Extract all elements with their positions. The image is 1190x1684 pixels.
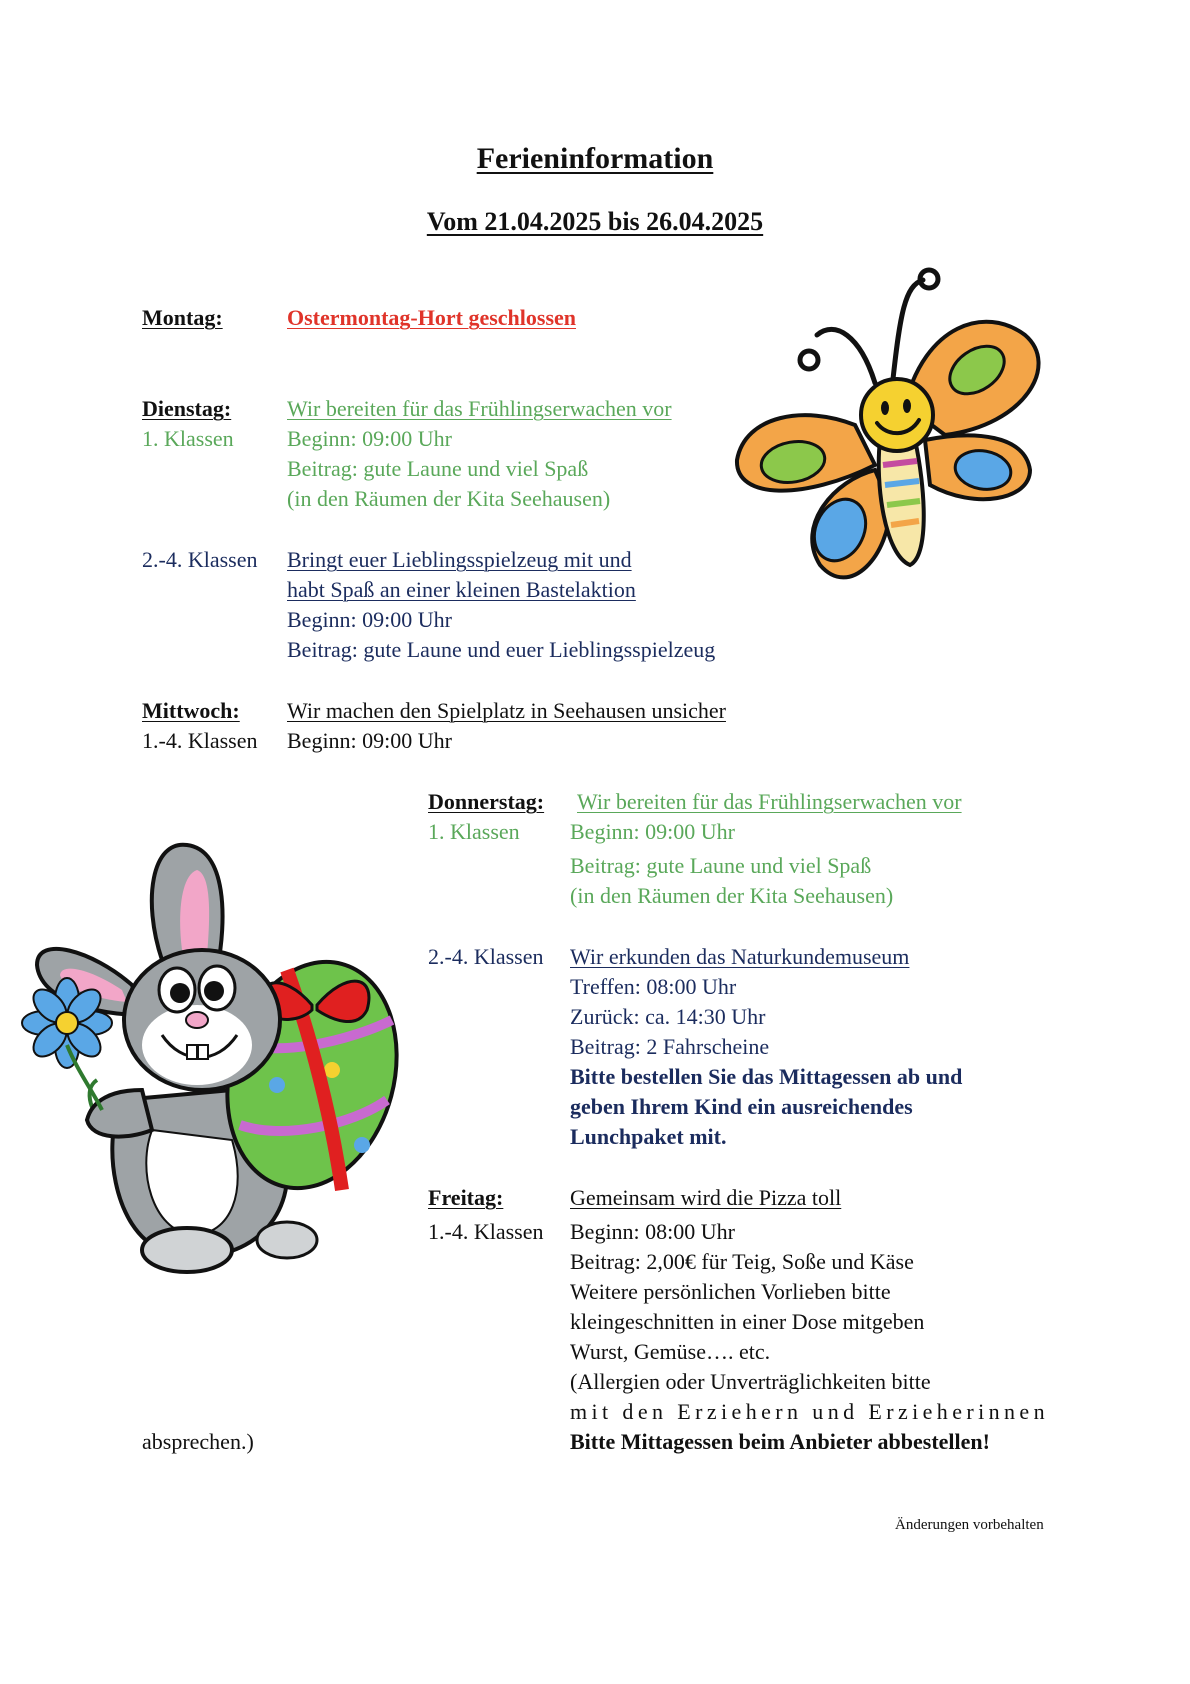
freitag-line: (Allergien oder Unverträglichkeiten bitte <box>570 1369 931 1394</box>
donnerstag-g1-line: (in den Räumen der Kita Seehausen) <box>570 883 894 908</box>
freitag-notice: Bitte Mittagessen beim Anbieter abbestellen! <box>570 1429 990 1454</box>
day-montag: Montag: <box>142 305 223 330</box>
mittwoch-label: 1.-4. Klassen <box>142 728 258 753</box>
dienstag-group2-label: 2.-4. Klassen <box>142 547 258 572</box>
dienstag-g1-line: Beginn: 09:00 Uhr <box>287 426 452 451</box>
montag-closed-text: Ostermontag-Hort geschlossen <box>287 305 577 330</box>
donnerstag-g2-line: Wir erkunden das Naturkundemuseum <box>570 944 910 969</box>
freitag-line: mit den Erziehern und Erzieherinnen <box>570 1399 1049 1424</box>
donnerstag-g2-line: Zurück: ca. 14:30 Uhr <box>570 1004 766 1029</box>
dienstag-g1-line: (in den Räumen der Kita Seehausen) <box>287 486 611 511</box>
day-mittwoch: Mittwoch: <box>142 698 240 723</box>
donnerstag-g2-notice: Lunchpaket mit. <box>570 1124 727 1149</box>
freitag-line: absprechen.) <box>142 1429 254 1454</box>
donnerstag-g1-line: Beginn: 09:00 Uhr <box>570 819 735 844</box>
page-title: Ferieninformation <box>476 142 714 175</box>
freitag-line: Beitrag: 2,00€ für Teig, Soße und Käse <box>570 1249 914 1274</box>
donnerstag-g2-notice: Bitte bestellen Sie das Mittagessen ab und <box>570 1064 963 1089</box>
freitag-line: Gemeinsam wird die Pizza toll <box>570 1185 842 1210</box>
donnerstag-g1-line: Beitrag: gute Laune und viel Spaß <box>570 853 872 878</box>
donnerstag-g2-notice: geben Ihrem Kind ein ausreichendes <box>570 1094 913 1119</box>
freitag-line: Beginn: 08:00 Uhr <box>570 1219 735 1244</box>
donnerstag-group2-label: 2.-4. Klassen <box>428 944 544 969</box>
butterfly-head <box>861 379 933 451</box>
donnerstag-g2-line: Beitrag: 2 Fahrscheine <box>570 1034 770 1059</box>
butterfly-illustration <box>725 265 1055 595</box>
freitag-line: kleingeschnitten in einer Dose mitgeben <box>570 1309 925 1334</box>
date-range: Vom 21.04.2025 bis 26.04.2025 <box>426 207 764 236</box>
dienstag-g2-line: Bringt euer Lieblingsspielzeug mit und <box>287 547 632 572</box>
donnerstag-g1-line: Wir bereiten für das Frühlingserwachen vor <box>577 789 962 814</box>
dienstag-g1-line: Wir bereiten für das Frühlingserwachen vor <box>287 396 672 421</box>
dienstag-group1-label: 1. Klassen <box>142 426 234 451</box>
footer-note: Änderungen vorbehalten <box>895 1517 1044 1533</box>
antenna-tip-left <box>800 351 818 369</box>
bunny-foot <box>142 1228 232 1272</box>
freitag-label: 1.-4. Klassen <box>428 1219 544 1244</box>
mittwoch-line: Beginn: 09:00 Uhr <box>287 728 452 753</box>
freitag-line: Weitere persönlichen Vorlieben bitte <box>570 1279 891 1304</box>
dienstag-g2-line: Beginn: 09:00 Uhr <box>287 607 452 632</box>
day-freitag: Freitag: <box>428 1185 504 1210</box>
butterfly-antennae <box>817 280 923 383</box>
mittwoch-line: Wir machen den Spielplatz in Seehausen unsicher <box>287 698 726 723</box>
day-donnerstag: Donnerstag: <box>428 789 545 814</box>
donnerstag-g2-line: Treffen: 08:00 Uhr <box>570 974 737 999</box>
dienstag-g2-line: Beitrag: gute Laune und euer Lieblingsspielzeug <box>287 637 716 662</box>
dienstag-g1-line: Beitrag: gute Laune und viel Spaß <box>287 456 589 481</box>
dienstag-g2-line: habt Spaß an einer kleinen Bastelaktion <box>287 577 636 602</box>
day-dienstag: Dienstag: <box>142 396 232 421</box>
easter-bunny-illustration <box>12 840 402 1280</box>
donnerstag-group1-label: 1. Klassen <box>428 819 520 844</box>
freitag-line: Wurst, Gemüse…. etc. <box>570 1339 771 1364</box>
